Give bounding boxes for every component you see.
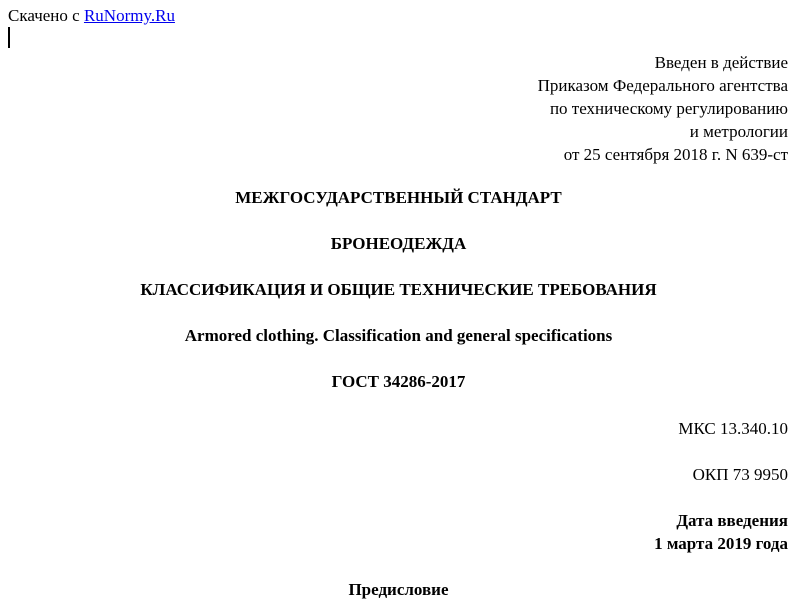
okp-code: ОКП 73 9950: [692, 465, 788, 484]
foreword-heading: Предисловие: [348, 580, 449, 599]
mks-code: МКС 13.340.10: [678, 419, 788, 438]
intro-date-value: 1 марта 2019 года: [654, 534, 788, 553]
approval-line-5: от 25 сентября 2018 г. N 639-ст: [563, 145, 788, 164]
standard-type-heading: МЕЖГОСУДАРСТВЕННЫЙ СТАНДАРТ: [235, 188, 562, 207]
approval-line-1: Введен в действие: [654, 53, 788, 72]
approval-line-3: по техническому регулированию: [549, 99, 788, 118]
runormy-link[interactable]: RuNormy.Ru: [83, 6, 175, 25]
approval-line-2: Приказом Федерального агентства: [537, 76, 788, 95]
approval-line-4: и метрологии: [689, 122, 788, 141]
text-cursor: [8, 27, 10, 48]
source-line: [8, 6, 175, 26]
gost-number: ГОСТ 34286-2017: [331, 372, 466, 391]
approval-block: [538, 51, 788, 166]
intro-date-label: Дата введения: [676, 511, 788, 530]
document-subtitle: КЛАССИФИКАЦИЯ И ОБЩИЕ ТЕХНИЧЕСКИЕ ТРЕБОВАНИЯ: [140, 280, 657, 299]
english-title: Armored clothing. Classification and general specifications: [184, 326, 613, 345]
source-prefix: Скачено с: [8, 6, 84, 25]
document-title: БРОНЕОДЕЖДА: [330, 234, 467, 253]
